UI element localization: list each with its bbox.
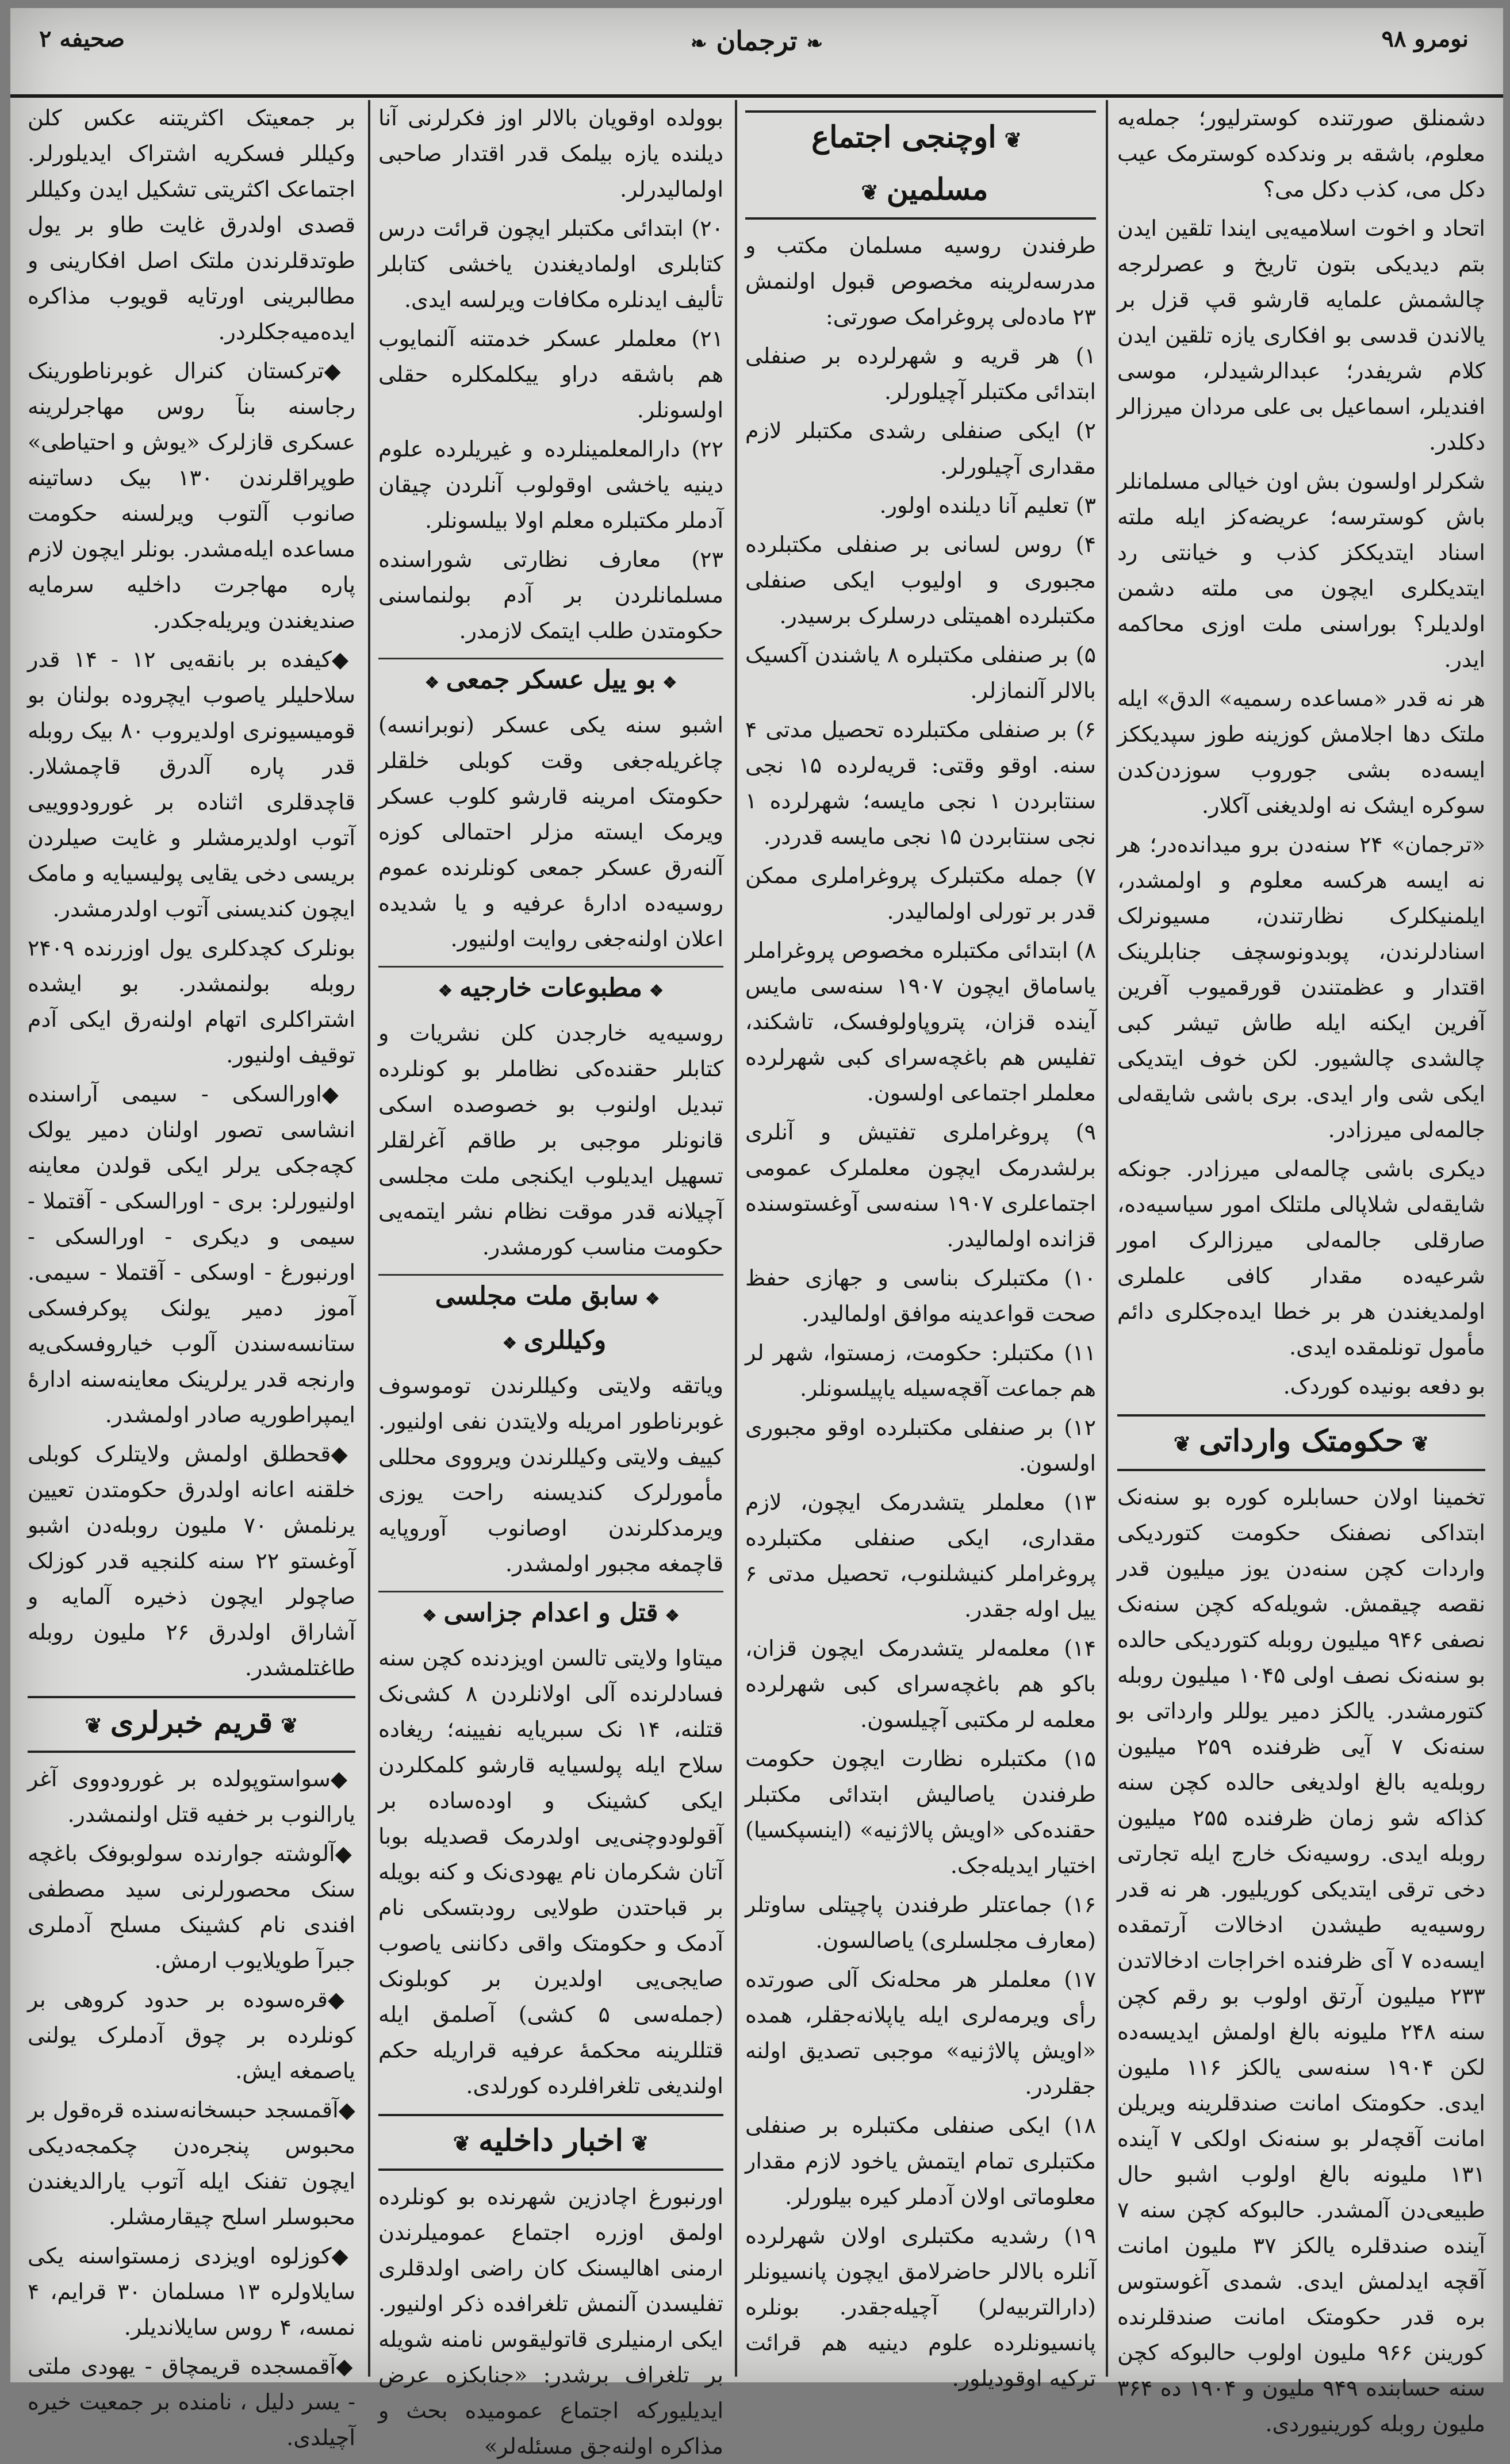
subheading-foreign-press: ❖ مطبوعات خارجیه ❖ [378, 966, 723, 1012]
news-item: بونلرک کچدکلری یول اوزرنده ۲۴۰۹ روبله بولنمشدر. بو ایشده اشتراکلری اتهام اولنه‌رق ایکی آدم توقیف اولنیور. [28, 935, 355, 1068]
news-item: ◆ ترکستان کنرال غوبرناطورینک رجاسنه بنآ روس مهاجرلرینه عسکری قازلرک «یوش و احتیاطی» طوپراقلرندن ۱۳۰ بیک دساتینه صانوب آلتوب ویرلسنه حکومت مساعده ایله‌مشدر. بونلر ایچون لازم پاره مهاجرت داخلیه سرمایه صندیغندن ویریله‌جکدر. [28, 353, 355, 638]
program-item: ۱۶) جماعتلر طرفندن پاچیتلی ساوتلر (معارف مجلسلری) یاصالسون. [745, 1892, 1096, 1953]
issue-label: نومرو ۹۸ [1381, 25, 1469, 52]
column-3-paragraph: اشبو سنه یکی عسکر (نوبرانسه) چاغریله‌جغی وقت کوبلی خلقلر حکومتک امرینه قارشو کلوب عسکر ویرمک ایسته مزلر احتمالی کوزه آلنه‌رق عسکر جمعی کونلرنده عموم روسیه‌ده ادارهٔ عرفیه و یا شدیده اعلان اولنه‌جغی روایت اولنیور. [378, 712, 723, 951]
program-item: ۱۴) معلمه‌لر یتشدرمک ایچون قزان، باکو هم باغچه‌سرای کبی شهرلرده معلمه لر مکتبی آچیلسون. [745, 1636, 1096, 1732]
heading-government-revenue: ❦ حکومتک وارداتی ❦ [1117, 1414, 1485, 1471]
program-item: ۲۱) معلملر عسکر خدمتنه آلنمایوب هم باشقه دراو ییکلمکلره حقلی اولسونلر. [378, 326, 723, 423]
column-1-paragraph: شکرلر اولسون بش اون خیالی مسلمانلر باش کوسترسه؛ عریضه‌کز ایله ملته اسناد ایتدیککز کذب و خیانتی رد ایتدیکلری ایچون می ملته دشمن اولدیلر؟ بوراسنی ملت اوزی محاکمه ایدر. [1117, 469, 1485, 672]
subheading-conscription: ❖ بو ییل عسکر جمعی ❖ [378, 658, 723, 704]
subheading-executions: ❖ قتل و اعدام جزاسی ❖ [378, 1591, 723, 1637]
newspaper-page [10, 8, 1503, 2459]
column-2-paragraph: طرفندن روسیه مسلمان مکتب و مدرسه‌لرینه مخصوص قبول اولنمش ۲۳ ماده‌لی پروغرامک صورتی: [745, 233, 1096, 329]
program-item: ۱۹) رشدیه مکتبلری اولان شهرلرده آنلره بالالر حاضرلامق ایچون پانسیونلر (دارالتربیه‌لر) آچیله‌جقدر. بونلره پانسیونلرده علوم دینیه هم قرائت ترکیه اوقودیلور. [745, 2223, 1096, 2391]
news-item: ◆ قحطلق اولمش ولایتلرک کوبلی خلقنه اعانه اولدرق حکومتدن تعیین یرنلمش ۷۰ ملیون روبله‌دن اشبو آوغستو ۲۲ سنه کلنجیه قدر کوزلک صاچولر ایچون ذخیره آلمایه و آشاراق اولدرق ۲۶ ملیون روبله طاغتلمشدر. [28, 1436, 355, 1686]
column-3 [378, 100, 723, 2459]
program-item: ۱۵) مکتبلره نظارت ایچون حکومت طرفندن یاصالیش ابتدائی مکتبلر حقنده‌کی «اویش پالاژنیه» (اینسپکسیا) اختیار ایدیله‌جک. [745, 1746, 1096, 1878]
subheading-former-deputies: ❖ سابق ملت مجلسی وکیللری ❖ [378, 1274, 723, 1364]
column-1-paragraph: هر نه قدر «مساعده رسمیه» الدق» ایله ملتک دها اجلامش کوزینه طوز سپدیککز ایسه‌ده بشی جوروب سوزدن‌کدن سوکره ایشک نه اولدیغنی آکلار. [1117, 686, 1485, 818]
program-item: ۴) روس لسانی بر صنفلی مکتبلرده مجبوری و اولیوب ایکی صنفلی مکتبلرده اهمیتلی درسلرک برسیدر. [745, 532, 1096, 628]
program-item: ۱۳) معلملر یتشدرمک ایچون، لازم مقداری، ایکی صنفلی مکتبلرده پروغراملر کنیشلنوب، تحصیل مدتی ۶ ییل اوله جقدر. [745, 1490, 1096, 1622]
column-divider [735, 100, 737, 2377]
program-item: ۱۱) مکتبلر: حکومت، زمستوا، شهر لر هم جماعت آقچه‌سیله یاپیلسونلر. [745, 1340, 1096, 1401]
program-item: ۹) پروغراملری تفتیش و آنلری برلشدرمک ایچون معلملرک عمومی اجتماعلری ۱۹۰۷ سنه‌سی آوغستوسنده قزانده اولمالیدر. [745, 1119, 1096, 1252]
news-item: ◆ کیفده بر بانقه‌یی ۱۲ - ۱۴ قدر سلاحلیلر یاصوب ایچروده بولنان بو قومیسیونری اولدیروب ۸۰ بیک روبله قدر پاره آلدرق قاچمشلار. قاچدقلری اثناده بر غورودووییی آتوب اولدیرمشلر و غایت صیلردن بریسی دخی یقایی پولیسیایه و مامک ایچون کندیسنی آتوب اولدرمشدر. [28, 642, 355, 927]
news-item: ◆ اورالسکی - سیمی آراسنده انشاسی تصور اولنان دمیر یولک کچه‌جکی یرلر ایکی قولدن معاینه اولنیورلر: بری - اورالسکی - آقتملا - سیمی و دیکری - اورالسکی - اورنبورغ - اوسکی - آقتملا - سیمی. آموز دمیر یولنک پوکرفسکی ستانسه‌سندن آلوب خیاروفسکی‌یه وارنجه قدر یرلرینک معاینه‌سنه ادارهٔ ایمپراطوریه صادر اولمشدر. [28, 1076, 355, 1433]
column-1-paragraph: تخمینا اولان حسابلره کوره بو سنه‌نک ابتداکی نصفنک حکومت کتوردیکی واردات کچن سنه‌دن یوز میلیون قدر نقصه چیقمش. شویله‌که کچن سنه‌نک نصفی ۹۴۶ میلیون روبله کتوردیکی حالده بو سنه‌نک نصف اولی ۱۰۴۵ میلیون روبله کتورمشدر. یالکز دمیر یوللر وارداتی بو سنه‌نک ۷ آیی ظرفنده ۲۵۹ میلیون روبله‌یه بالغ اولدیغی حالده کچن سنه کذاکه شو زمان ظرفنده ۲۵۵ میلیون روبله ایدی. روسیه‌نک خارج ایله تجارتی دخی ترقی ایتدیکی کوریلیور. هر نه قدر روسیه‌یه طیشدن ادخالات آرتمقده ایسه‌ده ۷ آی ظرفنده اخراجات ادخالاتدن ۲۳۳ میلیون آرتق اولوب بو رقم کچن سنه ۲۴۸ ملیونه بالغ اولمش ایدیسه‌ده لکن ۱۹۰۴ سنه‌سی یالکز ۱۱۶ ملیون ایدی. حکومتک امانت صندقلرینه ویریلن امانت آقچه‌لر بو سنه‌نک اولکی ۷ آینده ۱۳۱ ملیونه بالغ اولوب اشبو حال طبیعی‌دن آلمشدر. حالبوکه کچن سنه ۷ آینده صندقلره یالکز ۳۷ ملیون امانت آقچه ایدلمش ایدی. شمدی آغوستوس بره قدر حکومتک امانت صندقلرنده کورینن ۹۶۶ ملیون اولوب حالبوکه کچن سنه حسابنده ۹۴۹ ملیون و ۱۹۰۴ ده ۳۶۴ ملیون روبله کورینیوردی. [1117, 1484, 1486, 2436]
column-3-paragraph: ویاتقه ولایتی وکیللرندن توموسوف غوبرناطور امریله ولایتدن نفی اولنیور. کییف ولایتی وکیللرندن ویرووی محللی مأمورلرک کندیسنه راحت یوزی ویرمدکلرندن اوصانوب آوروپایه قاچمغه مجبور اولمشدر. [378, 1373, 723, 1576]
program-item: ۱) هر قریه و شهرلرده بر صنفلی ابتدائی مکتبلر آچیلورلر. [745, 343, 1096, 404]
heading-domestic-news: ❦ اخبار داخلیه ❦ [378, 2114, 723, 2171]
column-1 [1117, 100, 1486, 2436]
news-item: ◆ آقمسجده قریمچاق - یهودی ملتی - یسر دلیل ، نامنده بر جمعیت خیره آچیلدی. [28, 2348, 355, 2455]
program-item: ۲) ایکی صنفلی رشدی مکتبلر لازم مقداری آچیلورلر. [745, 418, 1096, 479]
program-item: ۱۰) مکتبلرک بناسی و جهازی حفظ صحت قواعدینه موافق اولمالیدر. [745, 1265, 1096, 1326]
program-item: ۳) تعلیم آنا دیلنده اولور. [879, 493, 1096, 518]
column-1-paragraph: بو دفعه بونیده کوردک. [1283, 1373, 1485, 1399]
program-item: ۱۸) ایکی صنفلی مکتبلره بر صنفلی مکتبلری تمام ایتمش یاخود لازم مقدار معلوماتی اولان آدملر کیره بیلورلر. [745, 2113, 1096, 2209]
program-item: ۲۰) ابتدائی مکتبلر ایچون قرائت درس کتابلری اولمادیغندن یاخشی کتابلر تألیف ایدنلره مکافات ویرلسه ایدی. [378, 216, 723, 312]
news-item: ◆ سواستوپولده بر غورودووی آغر یارالنوب بر خفیه قتل اولنمشدر. [28, 1761, 355, 1832]
column-2 [745, 100, 1097, 2391]
column-4-paragraph: بر جمعیتک اکثریتنه عکس کلن وکیللر فسکریه اشتراک ایدیلورلر. اجتماعک اکثریتی تشکیل ایدن وکیللر قصدی اولدرق غایت طاو بر یول طوتدقلرندن ملتک اصل افکارینی و مطالبرینی اورتایه قویوب مذاکره ایده‌میه‌جکلردر. [28, 105, 355, 344]
program-item: ۷) جمله مکتبلرک پروغراملری ممکن قدر بر تورلی اولمالیدر. [745, 863, 1096, 924]
column-3-paragraph: بوولده اوقویان بالالر اوز فکرلرنی آنا دیلنده یازه بیلمک قدر اقتدار صاحبی اولمالیدرلر. [378, 105, 723, 202]
column-1-paragraph: اتحاد و اخوت اسلامیه‌یی ایندا تلقین ایدن بتم دیدیکی بتون تاریخ و عصرلرجه چالشمش علمایه قارشو قپ قزل بر یالاندن قدسی بو افکاری یازه تلقین ایدن کلام شریفدر؛ عبدالرشیدلر، موسی افندیلر، اسماعیل بی علی مردان میرزالر دکلدر. [1117, 216, 1485, 455]
news-item: ◆ قره‌سوده بر حدود کروهی بر کونلرده بر چوق آدملرک یولنی یاصمغه ایش. [28, 1982, 355, 2089]
page-label: صحيفه ۲ [39, 25, 125, 52]
column-1-paragraph: «ترجمان» ۲۴ سنه‌دن برو میدانده‌در؛ هر نه ایسه هرکسه معلوم و اولمشدر، ایلمنیکلرک نظارتندن، مسیونرلک اسنادلرندن، پوبدونوسچف جنابلرینک اقتدار و عظمتندن قورقمیوب آفرین آفرین ایکنه ایله طاش تیشر کبی چالشدی چالشیور. لکن خوف ایتدیکی ایکی شی وار ایدی. بری باشی شایقه‌لی جالمه‌لی میرزادر. [1117, 832, 1485, 1142]
program-item: ۱۲) بر صنفلی مکتبلرده اوقو مجبوری اولسون. [745, 1415, 1096, 1476]
program-item: ۱۷) معلملر هر محله‌نک آلی صورتده رأی ویرمه‌لری ایله یاپلانه‌جقلر، همده «اویش پالاژنیه» موجبی تصدیق اولنه جقلردر. [745, 1967, 1096, 2099]
column-3-paragraph: میتاوا ولایتی تالسن اویزدنده کچن سنه فسادلرنده آلی اولانلردن ۸ کشی‌نک قتلنه، ۱۴ نک سبریایه نفیینه؛ ریغاده سلاح ایله پولسیایه قارشو کلمکلردن ایکی کشینک و اوده‌ساده بر آقولودوچنی‌یی اولدرمک قصدیله بوبا آتان شکرمان نام یهودی‌نک و کنه بویله بر قباحتدن طولایی رودبتسکی نام آدمک و حکومتک واقی دکاننی یاصوب صایجی‌یی اولدیرن بر کوبلونک (جمله‌سی ۵ کشی) آصلمق ایله قتللرینه محکمهٔ عرفیه قراریله حکم اولندیغی تلغرافلرده کورلدی. [378, 1645, 723, 2098]
column-divider [1106, 100, 1108, 2377]
paper-name: ❧ ترجمان ❧ [681, 25, 832, 56]
column-3-paragraph: روسیه‌یه خارجدن کلن نشریات و کتابلر حقنده‌کی نظاملر بو کونلرده تبدیل اولنوب بو خصوصده اسکی قانونلر موجبی بر طاقم آغرلقلر تسهیل ایدیلوب ایکنجی ملت مجلسی آچیلانه قدر موقت نظام نشر ایتمه‌یی حکومت مناسب کورمشدر. [378, 1020, 723, 1260]
column-4 [28, 100, 356, 2450]
program-item: ۸) ابتدائی مکتبلره مخصوص پروغراملر یاساماق ایچون ۱۹۰۷ سنه‌سی مایس آینده قزان، پتروپاولوفسک، تاشکند، تفلیس هم باغچه‌سرای کبی شهرلرده معلملر اجتماعی اولسون. [745, 938, 1096, 1106]
program-item: ۵) بر صنفلی مکتبلره ۸ یاشندن آکسیک بالالر آلنمازلر. [745, 642, 1096, 703]
column-1-paragraph: دیکری باشی چالمه‌لی میرزادر. جونکه شایقه‌لی شلاپالی ملتلک امور سیاسیه‌ده، صارقلی جالمه‌لی میرزالرک امور شرعیه‌ده مقدار کافی علملری اولمدیغندن هر بر خطا ایده‌جکلری دائم مأمول تونلمقده ایدی. [1117, 1156, 1485, 1360]
column-3-paragraph: اورنبورغ اچادزین شهرنده بو کونلرده اولمق اوزره اجتماع عمومیلرندن ارمنی اهالیسنک کان راضی اولدقلری تفلیسدن آلنمش تلغرافده ذکر اولنیور. ایکی ارمنیلری قاتولیقوس نامنه شویله بر تلغراف برشدر: «جنابکزه عرض ایدیلیورکه اجتماع عمومیده بحث و مذاکره اولنه‌جق مسئله‌لر» [378, 2184, 723, 2459]
column-1-paragraph: دشمنلق صورتنده کوسترلیور؛ جمله‌یه معلوم، باشقه بر وندکده کوسترمک عیب دکل می، کذب دکل می؟ [1117, 105, 1485, 202]
news-item: ◆ آقمسجد حبسخانه‌سنده قره‌قول بر محبوس پنجره‌دن چکمجه‌دیکی ایچون تفنک ایله آتوب یارالدیغندن محبوسلر اسلح چیقارمشلر. [28, 2092, 355, 2235]
news-item: ◆ کوزلوه اویزدی زمستواسنه یکی سایلاولره ۱۳ مسلمان ۳۰ قرایم، ۴ نمسه، ۴ روس سایلاندیلر. [28, 2238, 355, 2345]
program-item: ۲۲) دارالمعلمینلرده و غیریلرده علوم دینیه یاخشی اوقولوب آنلردن چیقان آدملر مکتبلره معلم اولا بیلسونلر. [378, 436, 723, 533]
program-item: ۲۳) معارف نظارتی شوراسنده مسلمانلردن بر آدم بولنماسنی حکومتدن طلب ایتمک لازمدر. [378, 547, 723, 643]
heading-third-muslim-congress: ❦ اوچنجی اجتماع مسلمین ❦ [745, 110, 1096, 220]
masthead [10, 8, 1503, 98]
heading-crimea-news: ❦ قریم خبرلری ❦ [28, 1696, 355, 1753]
program-item: ۶) بر صنفلی مکتبلرده تحصیل مدتی ۴ سنه. اوقو وقتی: قریه‌لرده ۱۵ نجی سنتابردن ۱ نجی مایسه؛ شهرلرده ۱ نجی سنتابردن ۱۵ نجی مایسه قدردر. [745, 717, 1097, 849]
news-item: ◆ آلوشته جوارنده سولوبوفک باغچه سنک محصورلرنی سید مصطفی افندی نام کشینک مسلح آدملری جبرآ طویلایوب ارمش. [28, 1836, 355, 1978]
column-divider [368, 100, 370, 2377]
